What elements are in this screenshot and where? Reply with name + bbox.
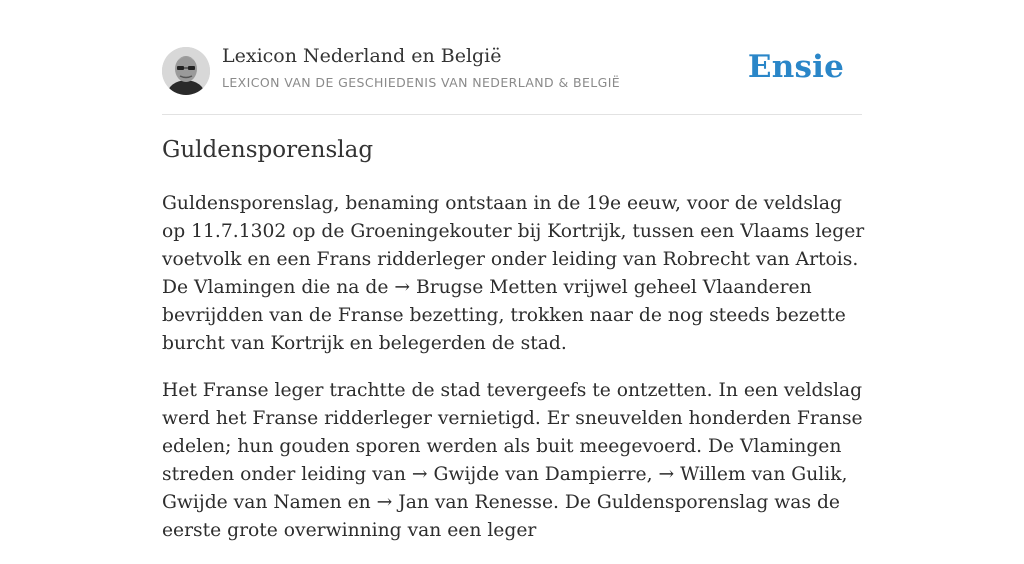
p2-text-start: Het Franse leger trachtte de stad tevergeefs te ontzetten. In een veldslag werd het Franse ridderleger vernietigd. Er sneuvelden honderden Franse edelen; hun gouden sporen werden als buit meegevoerd. De Vlamingen streden onder leiding van	[162, 380, 863, 485]
brand-logo[interactable]: Ensie	[747, 49, 844, 85]
arrow-icon: →	[658, 464, 675, 485]
link-willem-van-gulik[interactable]: Willem van Gulik	[680, 464, 842, 485]
link-brugse-metten[interactable]: Brugse Metten	[415, 277, 558, 298]
site-title[interactable]: Lexicon Nederland en België	[222, 45, 502, 67]
arrow-icon: →	[376, 492, 393, 513]
article-body	[162, 190, 866, 564]
paragraph-2	[162, 377, 866, 545]
site-subtitle: LEXICON VAN DE GESCHIEDENIS VAN NEDERLAND & BELGIË	[222, 75, 621, 90]
p1-text-start: Guldensporenslag, benaming ontstaan in de 19e eeuw, voor de veldslag op 11.7.1302 op de Groeningekouter bij Kortrijk, tussen een Vlaams leger voetvolk en een Frans ridderleger onder leiding van Robrecht van Artois. De Vlamingen die na de	[162, 193, 865, 298]
arrow-icon: →	[394, 277, 411, 298]
article-title: Guldensporenslag	[162, 137, 374, 163]
p2-separator-1: ,	[646, 464, 659, 485]
p1-text-end: vrijwel geheel Vlaanderen bevrijdden van de Franse bezetting, trokken naar de nog steeds bezette burcht van Kortrijk en belegerden de stad.	[162, 277, 846, 354]
avatar[interactable]	[162, 47, 210, 95]
arrow-icon: →	[411, 464, 428, 485]
link-gwijde-van-dampierre[interactable]: Gwijde van Dampierre	[433, 464, 647, 485]
p2-separator-2: , Gwijde van Namen en	[162, 464, 848, 513]
link-jan-van-renesse[interactable]: Jan van Renesse	[398, 492, 553, 513]
avatar-portrait-icon	[162, 47, 210, 95]
header	[162, 45, 862, 115]
paragraph-1	[162, 190, 866, 358]
p2-text-end: . De Guldensporenslag was de eerste grote overwinning van een leger	[162, 492, 840, 541]
